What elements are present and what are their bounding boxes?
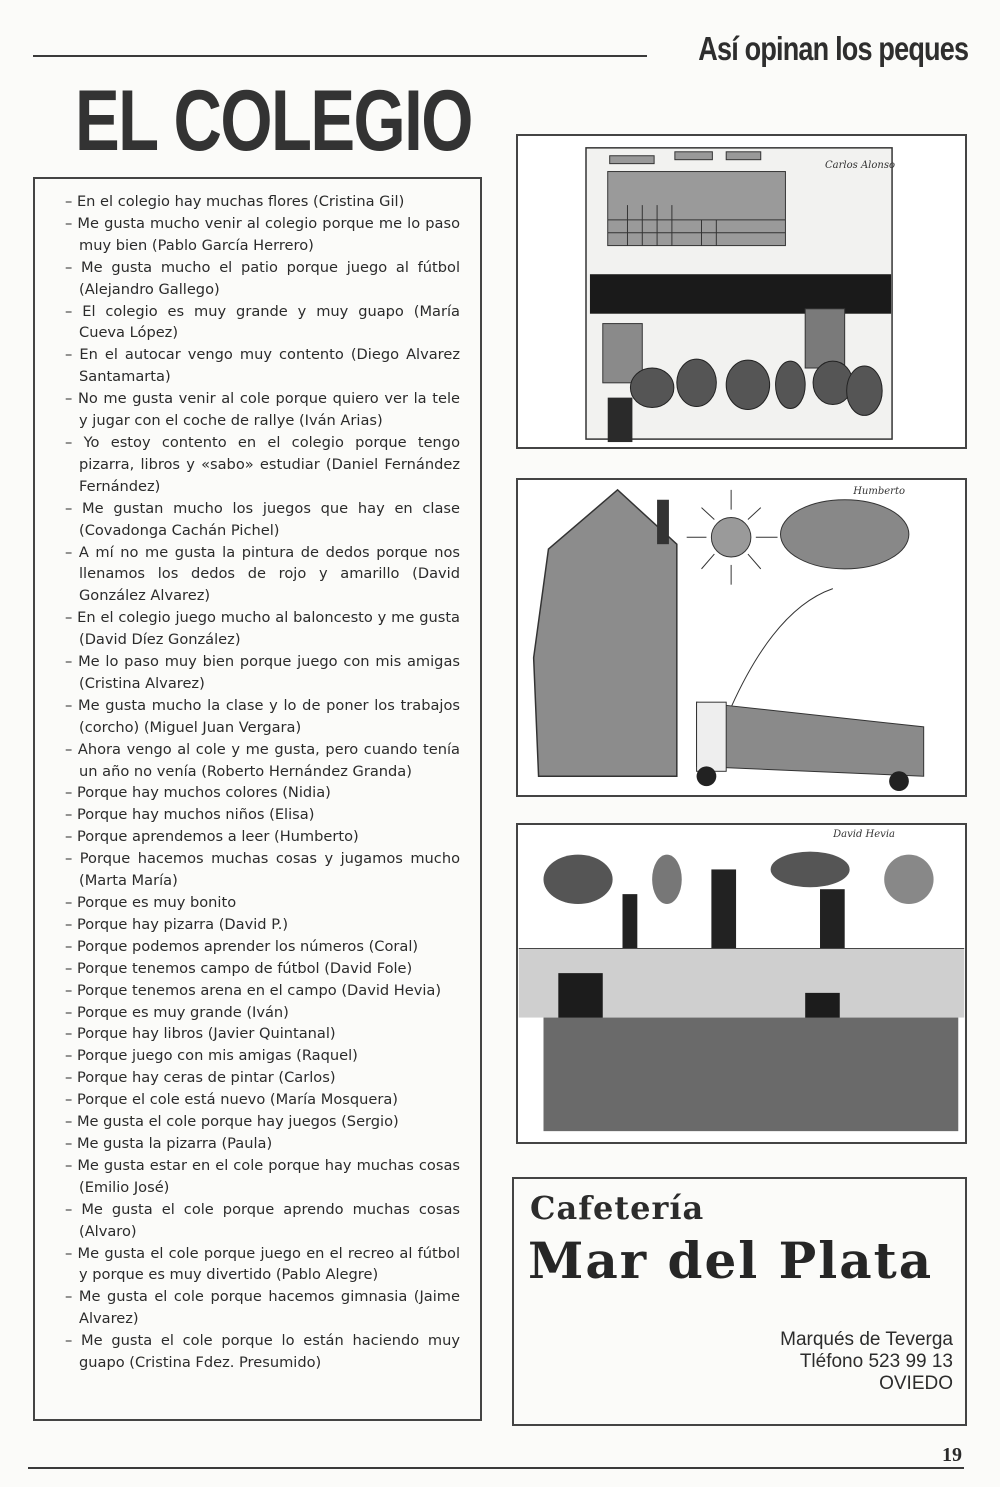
ad-address: Marqués de Teverga [780, 1329, 953, 1350]
list-item: – Porque es muy bonito [65, 892, 460, 914]
list-item: – En el colegio hay muchas flores (Cristina Gil) [65, 191, 460, 213]
drawing-field [516, 823, 967, 1144]
list-item: – Porque aprendemos a leer (Humberto) [65, 826, 460, 848]
school-drawing-illustration [518, 136, 965, 447]
list-item: – En el colegio juego mucho al baloncesto y me gusta (David Díez González) [65, 607, 460, 651]
list-item: – Porque hay ceras de pintar (Carlos) [65, 1067, 460, 1089]
ad-phone: Tléfono 523 99 13 [799, 1351, 953, 1372]
list-item: – Me gusta el cole porque hacemos gimnasia (Jaime Alvarez) [65, 1286, 460, 1330]
list-item: – No me gusta venir al cole porque quiero ver la tele y jugar con el coche de rallye (Iván Arias) [65, 388, 460, 432]
list-item: – Yo estoy contento en el colegio porque tengo pizarra, libros y «sabo» estudiar (Daniel Fernández Fernández) [65, 432, 460, 498]
ad-contact [780, 1329, 953, 1395]
list-item: – Porque hay muchos colores (Nidia) [65, 782, 460, 804]
list-item: – Porque hacemos muchas cosas y jugamos mucho (Marta María) [65, 848, 460, 892]
list-item: – Porque tenemos campo de fútbol (David Fole) [65, 958, 460, 980]
field-drawing-illustration [518, 825, 965, 1142]
list-item: – Porque es muy grande (Iván) [65, 1002, 460, 1024]
list-item: – A mí no me gusta la pintura de dedos porque nos llenamos los dedos de rojo y amarillo (David González Alvarez) [65, 542, 460, 608]
section-title: Así opinan los peques [698, 30, 968, 67]
drawing-bus [516, 478, 967, 797]
list-item: – En el autocar vengo muy contento (Diego Alvarez Santamarta) [65, 344, 460, 388]
ad-business-name: Mar del Plata [528, 1231, 934, 1290]
list-item: – Me gusta el cole porque aprendo muchas cosas (Alvaro) [65, 1199, 460, 1243]
list-item: – Me gusta el cole porque lo están haciendo muy guapo (Cristina Fdez. Presumido) [65, 1330, 460, 1374]
artist-signature: David Hevia [833, 829, 895, 840]
page-title: EL COLEGIO [75, 73, 472, 169]
list-item: – Porque hay libros (Javier Quintanal) [65, 1023, 460, 1045]
list-item: – Me gustan mucho los juegos que hay en clase (Covadonga Cachán Pichel) [65, 498, 460, 542]
list-item: – Me gusta el cole porque juego en el recreo al fútbol y porque es muy divertido (Pablo Alegre) [65, 1243, 460, 1287]
list-item: – Me gusta mucho venir al colegio porque me lo paso muy bien (Pablo García Herrero) [65, 213, 460, 257]
list-item: – Porque tenemos arena en el campo (David Hevia) [65, 980, 460, 1002]
list-item: – Me gusta el cole porque hay juegos (Sergio) [65, 1111, 460, 1133]
header-rule [33, 55, 647, 57]
list-item: – El colegio es muy grande y muy guapo (María Cueva López) [65, 301, 460, 345]
list-item: – Porque el cole está nuevo (María Mosquera) [65, 1089, 460, 1111]
list-item: – Ahora vengo al cole y me gusta, pero cuando tenía un año no venía (Roberto Hernández Granda) [65, 739, 460, 783]
drawing-school [516, 134, 967, 449]
list-item: – Me gusta mucho la clase y lo de poner los trabajos (corcho) (Miguel Juan Vergara) [65, 695, 460, 739]
list-item: – Me gusta la pizarra (Paula) [65, 1133, 460, 1155]
advertisement [512, 1177, 967, 1426]
list-item: – Porque hay pizarra (David P.) [65, 914, 460, 936]
quotes-box [33, 177, 482, 1421]
footer-rule [28, 1467, 964, 1469]
page-number: 19 [942, 1444, 962, 1466]
artist-signature: Humberto [853, 486, 905, 497]
artist-signature: Carlos Alonso [825, 160, 895, 171]
ad-city: OVIEDO [879, 1373, 953, 1394]
list-item: – Me gusta estar en el cole porque hay muchas cosas (Emilio José) [65, 1155, 460, 1199]
list-item: – Me lo paso muy bien porque juego con mis amigas (Cristina Alvarez) [65, 651, 460, 695]
list-item: – Porque podemos aprender los números (Coral) [65, 936, 460, 958]
ad-business-type: Cafetería [530, 1189, 705, 1227]
bus-drawing-illustration [518, 480, 965, 795]
list-item: – Porque juego con mis amigas (Raquel) [65, 1045, 460, 1067]
list-item: – Me gusta mucho el patio porque juego al fútbol (Alejandro Gallego) [65, 257, 460, 301]
list-item: – Porque hay muchos niños (Elisa) [65, 804, 460, 826]
quotes-list [35, 179, 480, 1374]
